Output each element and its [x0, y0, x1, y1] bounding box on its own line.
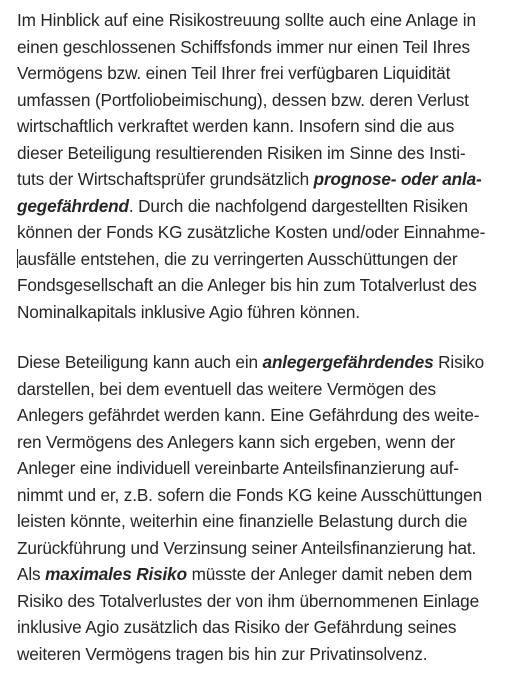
text-span: leisten könnte, weiterhin eine finanzielle Belastung durch die [17, 511, 468, 531]
text-line [17, 60, 517, 87]
text-span: Risiko des Totalverlustes der von ihm übernommenen Einlage [17, 590, 479, 611]
text-span: weiteren Vermögens tragen bis hin zur Privatinsolvenz. [17, 643, 428, 664]
text-line [17, 588, 517, 615]
text-line [17, 246, 517, 273]
text-line [17, 561, 517, 588]
text-span: dieser Beteiligung resultierenden Risiken im Sinne des Insti- [17, 142, 466, 163]
emphasized-text: prognose- oder anla- [313, 169, 482, 189]
text-span: ren Vermögens des Anlegers kann sich ergeben, wenn der [17, 431, 456, 452]
text-span: darstellen, bei dem eventuell das weitere Vermögen des [17, 378, 436, 399]
text-line [17, 219, 517, 246]
text-line [17, 140, 517, 167]
text-line [17, 87, 517, 114]
text-line [17, 166, 517, 193]
text-span: Fondsgesellschaft an die Anleger bis hin zum Totalverlust des [17, 275, 477, 295]
text-span: Anlegers gefährdet werden kann. Eine Gefährdung des weite- [17, 405, 480, 425]
emphasized-text: anlegergefährdendes [262, 352, 434, 372]
document-body [17, 7, 517, 667]
paragraph-gap [17, 325, 517, 349]
emphasized-text: gegefährdend [17, 195, 129, 216]
text-span: nimmt und er, z.B. sofern die Fonds KG keine Ausschüttungen [17, 484, 483, 505]
text-span: einen geschlossenen Schiffsfonds immer nur einen Teil Ihres [17, 36, 470, 57]
text-line [17, 429, 517, 456]
text-line [17, 7, 517, 34]
text-span: . Durch die nachfolgend dargestellten Risiken [128, 195, 468, 216]
text-line [17, 349, 517, 376]
text-span: inklusive Agio zusätzlich das Risiko der Gefährdung seines [17, 617, 457, 637]
text-line [17, 272, 517, 299]
text-span: Als [17, 564, 46, 584]
text-span: Nominalkapitals inklusive Agio führen können. [17, 301, 360, 322]
text-line [17, 299, 517, 326]
text-span: Risiko [433, 352, 485, 372]
text-line [17, 508, 517, 535]
text-span: wirtschaftlich verkraftet werden kann. Insofern sind die aus [17, 116, 455, 136]
text-span: Vermögens bzw. einen Teil Ihrer frei verfügbaren Liquidität [17, 63, 451, 83]
text-span: Anleger eine individuell vereinbarte Anteilsfinanzierung auf- [17, 458, 459, 478]
text-span: müsste der Anleger damit neben dem [186, 564, 473, 584]
paragraph-1 [17, 7, 517, 325]
text-span: Im Hinblick auf eine Risikostreuung sollte auch eine Anlage in [17, 10, 476, 30]
text-line [17, 614, 517, 641]
text-line [17, 193, 517, 220]
text-line [17, 34, 517, 61]
text-line [17, 535, 517, 562]
text-line [17, 113, 517, 140]
text-span: Zurückführung und Verzinsung seiner Anteilsfinanzierung hat. [17, 537, 477, 558]
paragraph-2 [17, 349, 517, 667]
text-span: ausfälle entstehen, die zu verringerten Ausschüttungen der [18, 248, 458, 269]
text-line [17, 376, 517, 403]
text-span: Diese Beteiligung kann auch ein [17, 352, 263, 372]
text-span: tuts der Wirtschaftsprüfer grundsätzlich [17, 169, 314, 189]
text-span: umfassen (Portfoliobeimischung), dessen bzw. deren Verlust [17, 89, 469, 110]
text-line [17, 482, 517, 509]
emphasized-text: maximales Risiko [45, 564, 187, 584]
text-line [17, 402, 517, 429]
text-line [17, 455, 517, 482]
text-line [17, 641, 517, 668]
text-span: können der Fonds KG zusätzliche Kosten und/oder Einnahme- [17, 222, 486, 242]
